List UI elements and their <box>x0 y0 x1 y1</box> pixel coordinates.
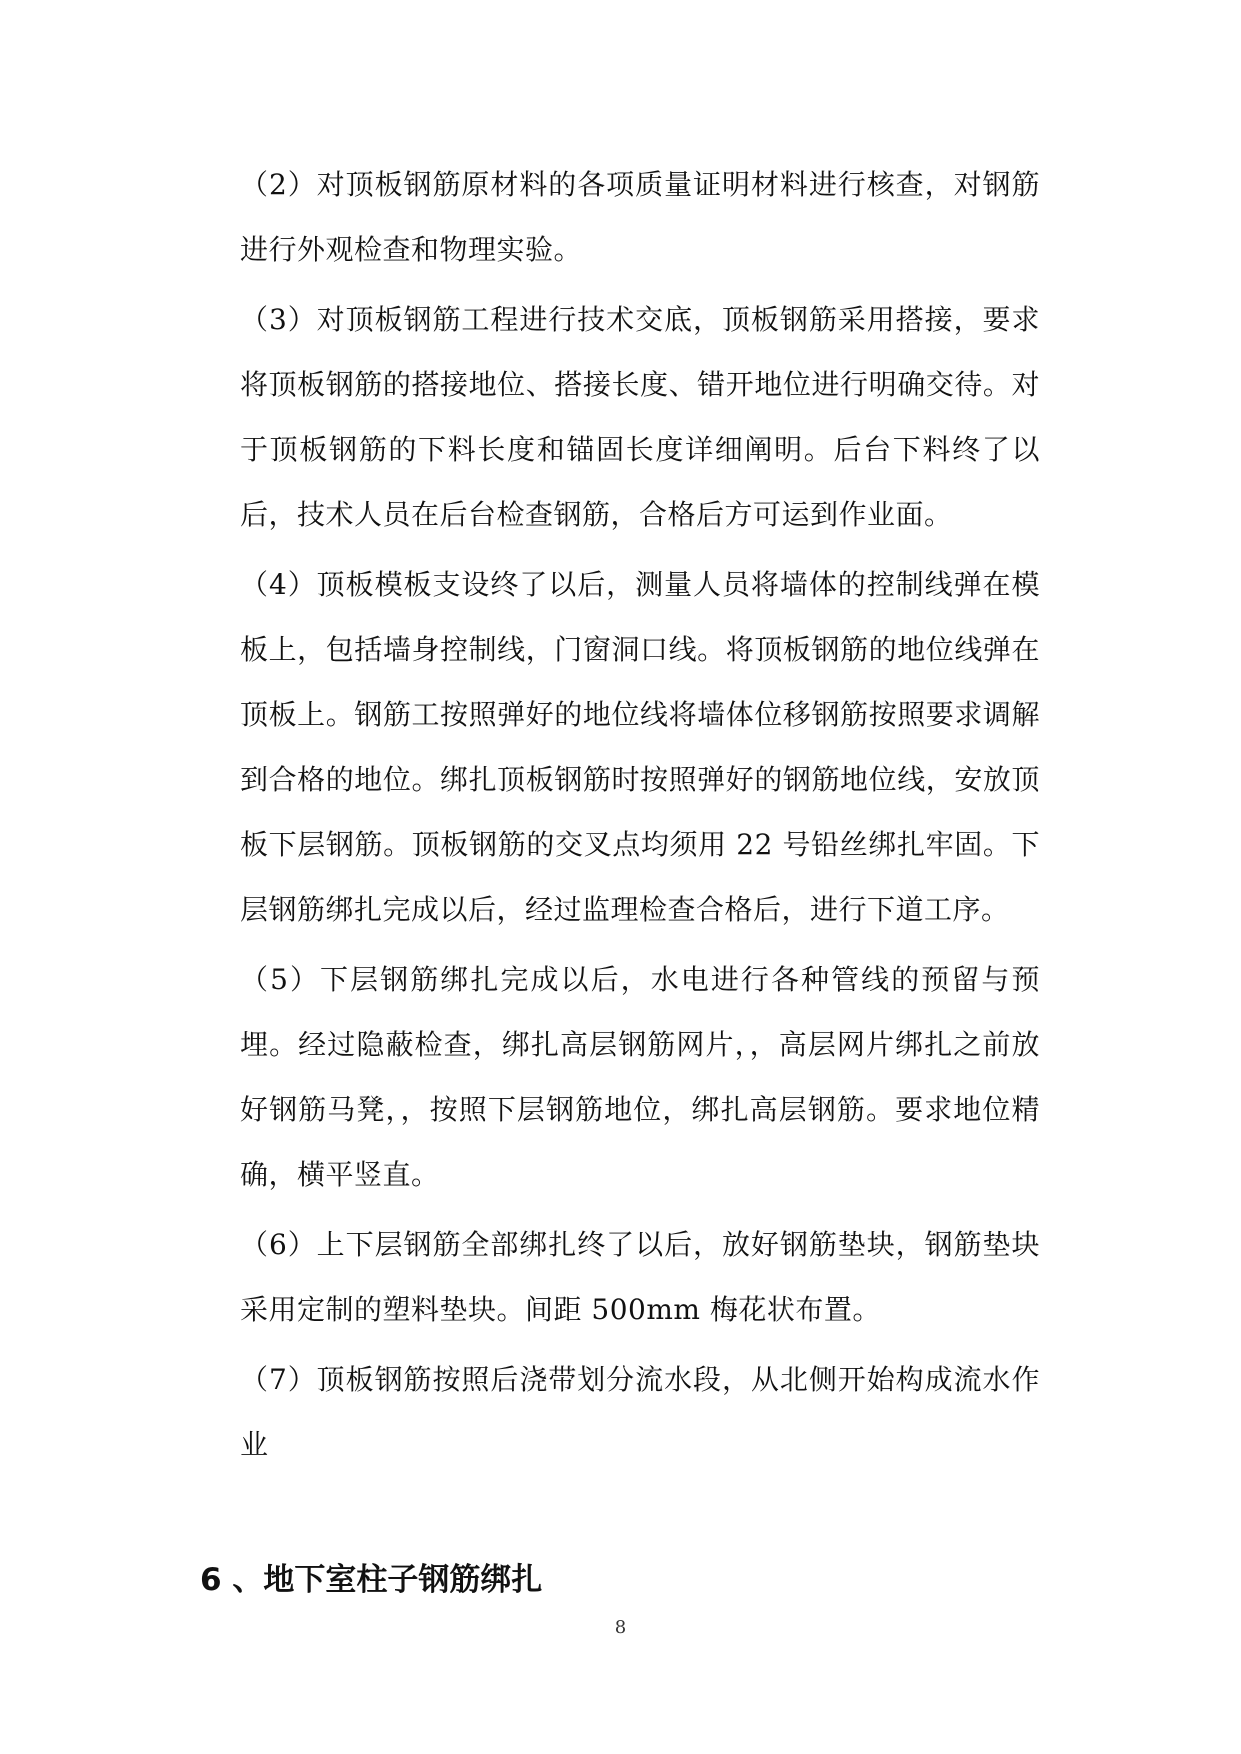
paragraph-5: （5）下层钢筋绑扎完成以后，水电进行各种管线的预留与预埋。经过隐蔽检查，绑扎高层钢筋网片，，高层网片绑扎之前放好钢筋马凳，，按照下层钢筋地位，绑扎高层钢筋。要求地位精确，横平竖直。 <box>240 963 1040 1191</box>
paragraph-2: （2）对顶板钢筋原材料的各项质量证明材料进行核查，对钢筋进行外观检查和物理实验。 <box>240 168 1040 266</box>
paragraph-6: （6）上下层钢筋全部绑扎终了以后，放好钢筋垫块，钢筋垫块采用定制的塑料垫块。间距 500mm 梅花状布置。 <box>240 1228 1040 1326</box>
body-text <box>240 152 1040 1482</box>
section-heading: 6 、地下室柱子钢筋绑扎 <box>200 1562 543 1598</box>
paragraph-4: （4）顶板模板支设终了以后，测量人员将墙体的控制线弹在模板上，包括墙身控制线，门窗洞口线。将顶板钢筋的地位线弹在顶板上。钢筋工按照弹好的地位线将墙体位移钢筋按照要求调解到合格的地位。绑扎顶板钢筋时按照弹好的钢筋地位线，安放顶板下层钢筋。顶板钢筋的交叉点均须用 22 号铅丝绑扎牢固。下层钢筋绑扎完成以后，经过监理检查合格后，进行下道工序。 <box>240 568 1040 926</box>
page-number: 8 <box>614 1617 627 1638</box>
paragraph-7: （7）顶板钢筋按照后浇带划分流水段，从北侧开始构成流水作业 <box>240 1363 1040 1461</box>
paragraph-3: （3）对顶板钢筋工程进行技术交底，顶板钢筋采用搭接，要求将顶板钢筋的搭接地位、搭接长度、错开地位进行明确交待。对于顶板钢筋的下料长度和锚固长度详细阐明。后台下料终了以后，技术人员在后台检查钢筋，合格后方可运到作业面。 <box>240 303 1040 531</box>
